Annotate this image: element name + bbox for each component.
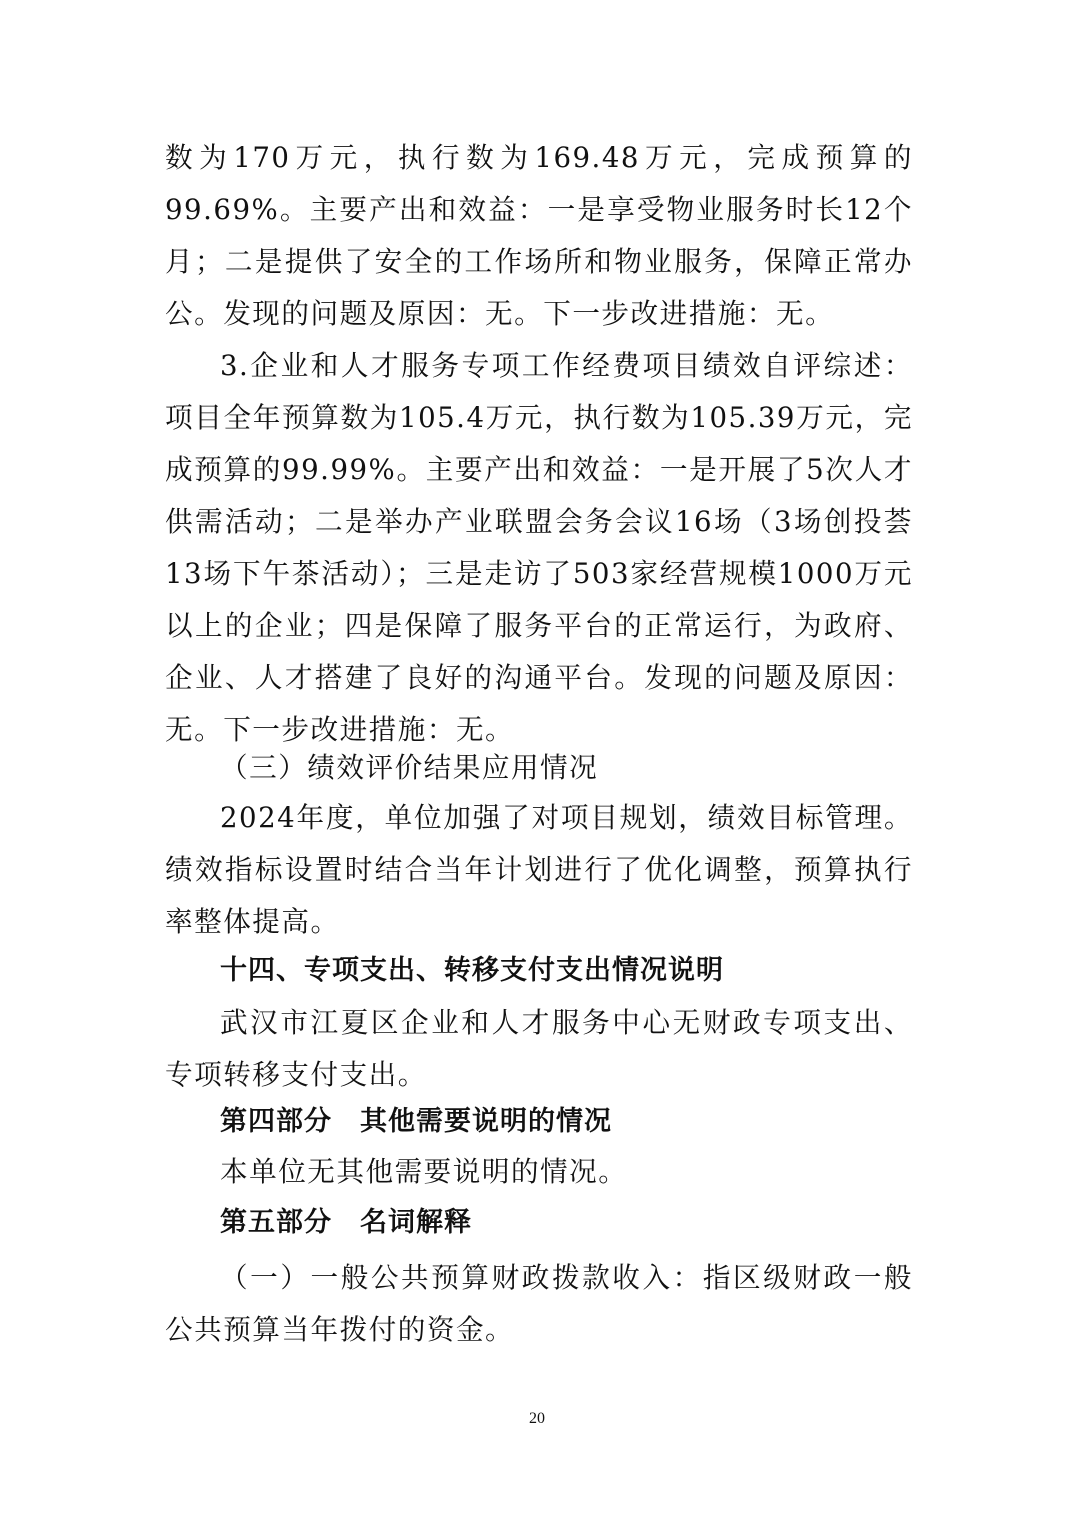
paragraph-performance-results: 2024年度，单位加强了对项目规划，绩效目标管理。绩效指标设置时结合当年计划进行了优化调整，预算执行率整体提高。 [165,801,913,938]
paragraph-talent-service-summary: 3.企业和人才服务专项工作经费项目绩效自评综述：项目全年预算数为105.4万元，执行数为105.39万元，完成预算的99.99%。主要产出和效益：一是开展了5次人才供需活动；二是举办产业联盟会务会议16场（3场创投荟13场下午茶活动）；三是走访了503家经营规模1000万元以上的企业；四是保障了服务平台的正常运行，为政府、企业、人才搭建了良好的沟通平台。发现的问题及原因：无。下一步改进措施：无。 [165,349,913,746]
heading-section-14: 十四、专项支出、转移支付支出情况说明 [220,955,724,986]
paragraph-other-notes: 本单位无其他需要说明的情况。 [220,1155,628,1188]
paragraph-term-definition: （一）一般公共预算财政拨款收入：指区级财政一般公共预算当年拨付的资金。 [165,1261,913,1346]
paragraph-property-service-summary: 数为170万元，执行数为169.48万元，完成预算的99.69%。主要产出和效益：一是享受物业服务时长12个月；二是提供了安全的工作场所和物业服务，保障正常办公。发现的问题及原因：无。下一步改进措施：无。 [165,141,913,330]
page-number: 20 [529,1410,545,1427]
heading-part-5: 第五部分 名词解释 [220,1207,472,1238]
paragraph-special-expenditure: 武汉市江夏区企业和人才服务中心无财政专项支出、专项转移支付支出。 [165,1006,913,1091]
subheading-performance-results: （三）绩效评价结果应用情况 [220,751,599,784]
heading-part-4: 第四部分 其他需要说明的情况 [220,1106,612,1137]
